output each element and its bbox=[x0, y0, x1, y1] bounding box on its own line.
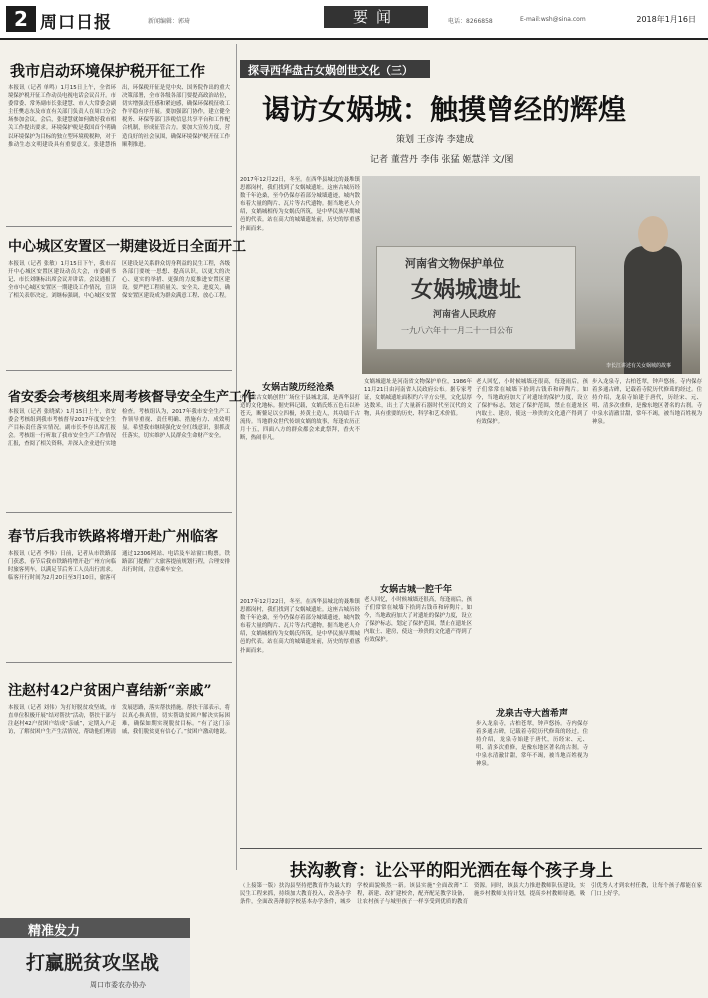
subhead: 龙泉古寺大酋希声 bbox=[496, 709, 569, 719]
article-title[interactable]: 中心城区安置区一期建设近日全面开工 bbox=[8, 239, 246, 255]
header-rule bbox=[0, 38, 708, 40]
sign-line2: 女娲城遗址 bbox=[411, 277, 522, 303]
article-body: 本报讯（记者 张晓斌）1月15日上午，省安委会考核组到我市考核督导2017年度安全生产目标责任落实情况。副市长李存出席汇报会。考核组一行听取了我市安全生产工作情况汇报，查阅了相关资料，并深入企业进行实地检查。考核组认为，2017年我市安全生产工作领导重视、责任明确、措施有力、成效明显。希望我市继续强化安全红线意识，狠抓责任落实，切实维护人民群众生命财产安全。 bbox=[8, 409, 230, 448]
article-body: 本报讯（记者 单鸣）1月15日上午，全省环境保护税开征工作动员电视电话会议召开。市委常委、常务副市长张建慧、市人大常委会副主任樊志东及市直有关部门负责人在周口分会场参加会议。会后，张建慧就如何做好我市相关工作提出要求。环境保护税是我国首个明确以环境保护为目标的独立型环境税税种，对于推动生态文明建设具有重要意义。张建慧指出，环保税开征是党中央、国务院作出的重大决策部署，全市各级各部门要提高政治站位，切实增强责任感和紧迫感，确保环保税征收工作平稳有序开展。要加强部门协作，建立健全税务、环保等部门涉税信息共享平台和工作配合机制，形成征管合力。要加大宣传力度，营造良好的社会氛围，确保环境保护税开征工作顺利推进。 bbox=[8, 85, 230, 148]
column-divider bbox=[236, 44, 237, 870]
article-body: 本报讯（记者 刘伟）为打好脱贫攻坚战，市直单位积极开展“结对帮扶”活动，帮扶干部与注赵村42户贫困户结成“亲戚”，定期入户走访，了解贫困户生产生活情况，帮助他们理清发展思路，落实帮扶措施。帮扶干部表示，将以真心换真情，切实帮助贫困户解决实际困难，确保如期实现脱贫目标。“有了这门亲戚，我们脱贫更有信心了。”贫困户激动地说。 bbox=[8, 705, 230, 736]
article-body: （上接第一版）扶沟县坚持把教育作为最大的民生工程来抓，持续加大教育投入，改善办学条件，全面改善薄弱学校基本办学条件，城乡学校面貌焕然一新。该县实施“全面改薄”工程，新建、改扩建校舍，配齐配足教学设备，让农村孩子与城里孩子一样享受到优质的教育资源。同时，该县大力推进教师队伍建设，实施乡村教师支持计划，提高乡村教师待遇，吸引优秀人才到农村任教，让每个孩子都能在家门口上好学。 bbox=[240, 883, 702, 906]
article-body: 步入龙泉寺，古柏苍翠，钟声悠扬。寺内保存着多通古碑，记载着寺院历代修葺的经过。住持介绍，龙泉寺始建于唐代，历经宋、元、明、清多次重修，是豫东地区著名的古刹。寺中泉水清澈甘甜，常年不竭，被当地百姓视为神泉。 bbox=[476, 721, 588, 768]
article-title[interactable]: 扶沟教育：让公平的阳光洒在每个孩子身上 bbox=[290, 861, 613, 881]
masthead: 周口日报 bbox=[40, 13, 112, 33]
page-number: 2 bbox=[6, 6, 36, 32]
article-title[interactable]: 省安委会考核组来周考核督导安全生产工作 bbox=[8, 390, 256, 405]
article-body: 2017年12月22日，冬至。在西华县城北的聂堆镇思都岗村，我们找到了女娲城遗址。这座古城历经数千年沧桑，至今仍保存着部分城墙遗迹，城内散布着大量的陶片、瓦片等古代遗物。据当地老人介绍，女娲城相传为女娲氏所筑，是中华民族早期城邑的代表。站在高大的城墙遗址前，历史的厚重感扑面而来。 bbox=[240, 177, 360, 232]
article-body: 本报讯（记者 张敏）1月15日下午，我市召开中心城区安置区建设动员大会，市委副书记、市长刘继标出席会议并讲话。会议通报了全市中心城区安置区一期建设工作情况，宣读了相关表彰决定。刘继标强调，中心城区安置区建设是关系群众切身利益的民生工程，各级各部门要统一思想、提高认识，以更大的决心、更实的举措、更强的力度推进安置区建设。要严把工程质量关、安全关、进度关，确保安置区建设成为群众满意工程、放心工程。 bbox=[8, 261, 230, 300]
main-photo bbox=[362, 176, 700, 374]
sign-line3: 河南省人民政府 bbox=[433, 310, 497, 320]
man-figure bbox=[624, 246, 682, 374]
article-title[interactable]: 春节后我市铁路将增开赴广州临客 bbox=[8, 529, 218, 545]
monument-stone bbox=[376, 246, 576, 350]
article-body: 本报讯（记者 李伟）日前，记者从市铁路部门获悉，春节后我市铁路将增开赴广州方向临时旅客列车，以满足节后务工人员出行需求。临客开行时间为2月20日至3月10日，旅客可通过12306网站、电话及车站窗口购票。铁路部门提醒广大旅客提前规划行程，合理安排出行时间，注意乘车安全。 bbox=[8, 551, 230, 582]
issue-date: 2018年1月16日 bbox=[636, 15, 696, 24]
article-body: 老人回忆，小时候城墙还很高，每逢雨后，孩子们常常在城墙下拾到古钱币和碎陶片。如今，当地政府加大了对遗址的保护力度，设立了保护标志，划定了保护范围，禁止在遗址区内取土、建房，使这一珍贵的文化遗产得到了有效保护。 bbox=[476, 379, 588, 426]
article-divider bbox=[6, 662, 232, 663]
subhead: 女娲古城一腔千年 bbox=[380, 585, 453, 595]
article-body: 步入龙泉寺，古柏苍翠，钟声悠扬。寺内保存着多通古碑，记载着寺院历代修葺的经过。住持介绍，龙泉寺始建于唐代，历经宋、元、明、清多次重修，是豫东地区著名的古刹。寺中泉水清澈甘甜，常年不竭，被当地百姓视为神泉。 bbox=[592, 379, 702, 426]
article-body: 2017年12月22日，冬至。在西华县城北的聂堆镇思都岗村，我们找到了女娲城遗址。这座古城历经数千年沧桑，至今仍保存着部分城墙遗迹，城内散布着大量的陶片、瓦片等古代遗物。据当地老人介绍，女娲城相传为女娲氏所筑，是中华民族早期城邑的代表。站在高大的城墙遗址前，历史的厚重感扑面而来。 bbox=[240, 599, 360, 654]
article-title[interactable]: 注赵村42户贫困户喜结新“亲戚” bbox=[8, 683, 212, 699]
subhead: 女娲古陵历经沧桑 bbox=[262, 383, 335, 393]
photo-caption: 李长江讲述有关女娲城的故事 bbox=[606, 363, 672, 369]
sign-line4: 一九八六年十一月二十一日公布 bbox=[401, 326, 513, 335]
phone-info: 电话：8266858 bbox=[448, 18, 493, 25]
email-info: E-mail:wsh@sina.com bbox=[520, 16, 586, 23]
editor-info: 新闻编辑：郭琦 bbox=[148, 18, 191, 25]
article-divider bbox=[6, 226, 232, 227]
article-body: 中华盘古女娲创世广场位于县城北部，是西华县打造的文化地标。据史料记载，女娲氏炼五色石以补苍天，断鳌足以立四极，抟黄土造人，其功绩千古流传。当地群众世代传颂女娲的故事，每逢农历正月十五，四面八方的群众都会来此祭拜，香火不断，热闹非凡。 bbox=[240, 395, 360, 442]
promo-box[interactable] bbox=[0, 918, 190, 998]
article-divider bbox=[6, 512, 232, 513]
article-body: 女娲城遗址是河南省文物保护单位，1986年11月21日由河南省人民政府公布。据专家考证，女娲城遗址面积约六平方公里，文化层厚达数米，出土了大量新石器时代至汉代的文物，具有重要的历史、科学和艺术价值。 bbox=[364, 379, 472, 418]
article-body: 老人回忆，小时候城墙还很高，每逢雨后，孩子们常常在城墙下拾到古钱币和碎陶片。如今，当地政府加大了对遗址的保护力度，设立了保护标志，划定了保护范围，禁止在遗址区内取土、建房，使这一珍贵的文化遗产得到了有效保护。 bbox=[364, 597, 472, 644]
article-divider bbox=[6, 370, 232, 371]
promo-line1: 精准发力 bbox=[28, 924, 81, 939]
reporter-credit: 记者 董营丹 李伟 张猛 姬慧洋 文/图 bbox=[370, 155, 514, 165]
main-title[interactable]: 谒访女娲城：触摸曾经的辉煌 bbox=[262, 93, 627, 126]
sign-line1: 河南省文物保护单位 bbox=[405, 257, 504, 270]
section-label: 要闻 bbox=[324, 6, 428, 28]
article-title[interactable]: 我市启动环境保护税开征工作 bbox=[10, 62, 206, 80]
article-divider bbox=[240, 848, 702, 849]
promo-line3: 周口市委农办协办 bbox=[90, 981, 146, 989]
promo-line2: 打赢脱贫攻坚战 bbox=[26, 952, 160, 974]
kicker: 探寻西华盘古女娲创世文化（三） bbox=[248, 64, 413, 77]
man-head bbox=[638, 216, 668, 252]
planner-credit: 策划 王彦涛 李建成 bbox=[396, 135, 474, 145]
